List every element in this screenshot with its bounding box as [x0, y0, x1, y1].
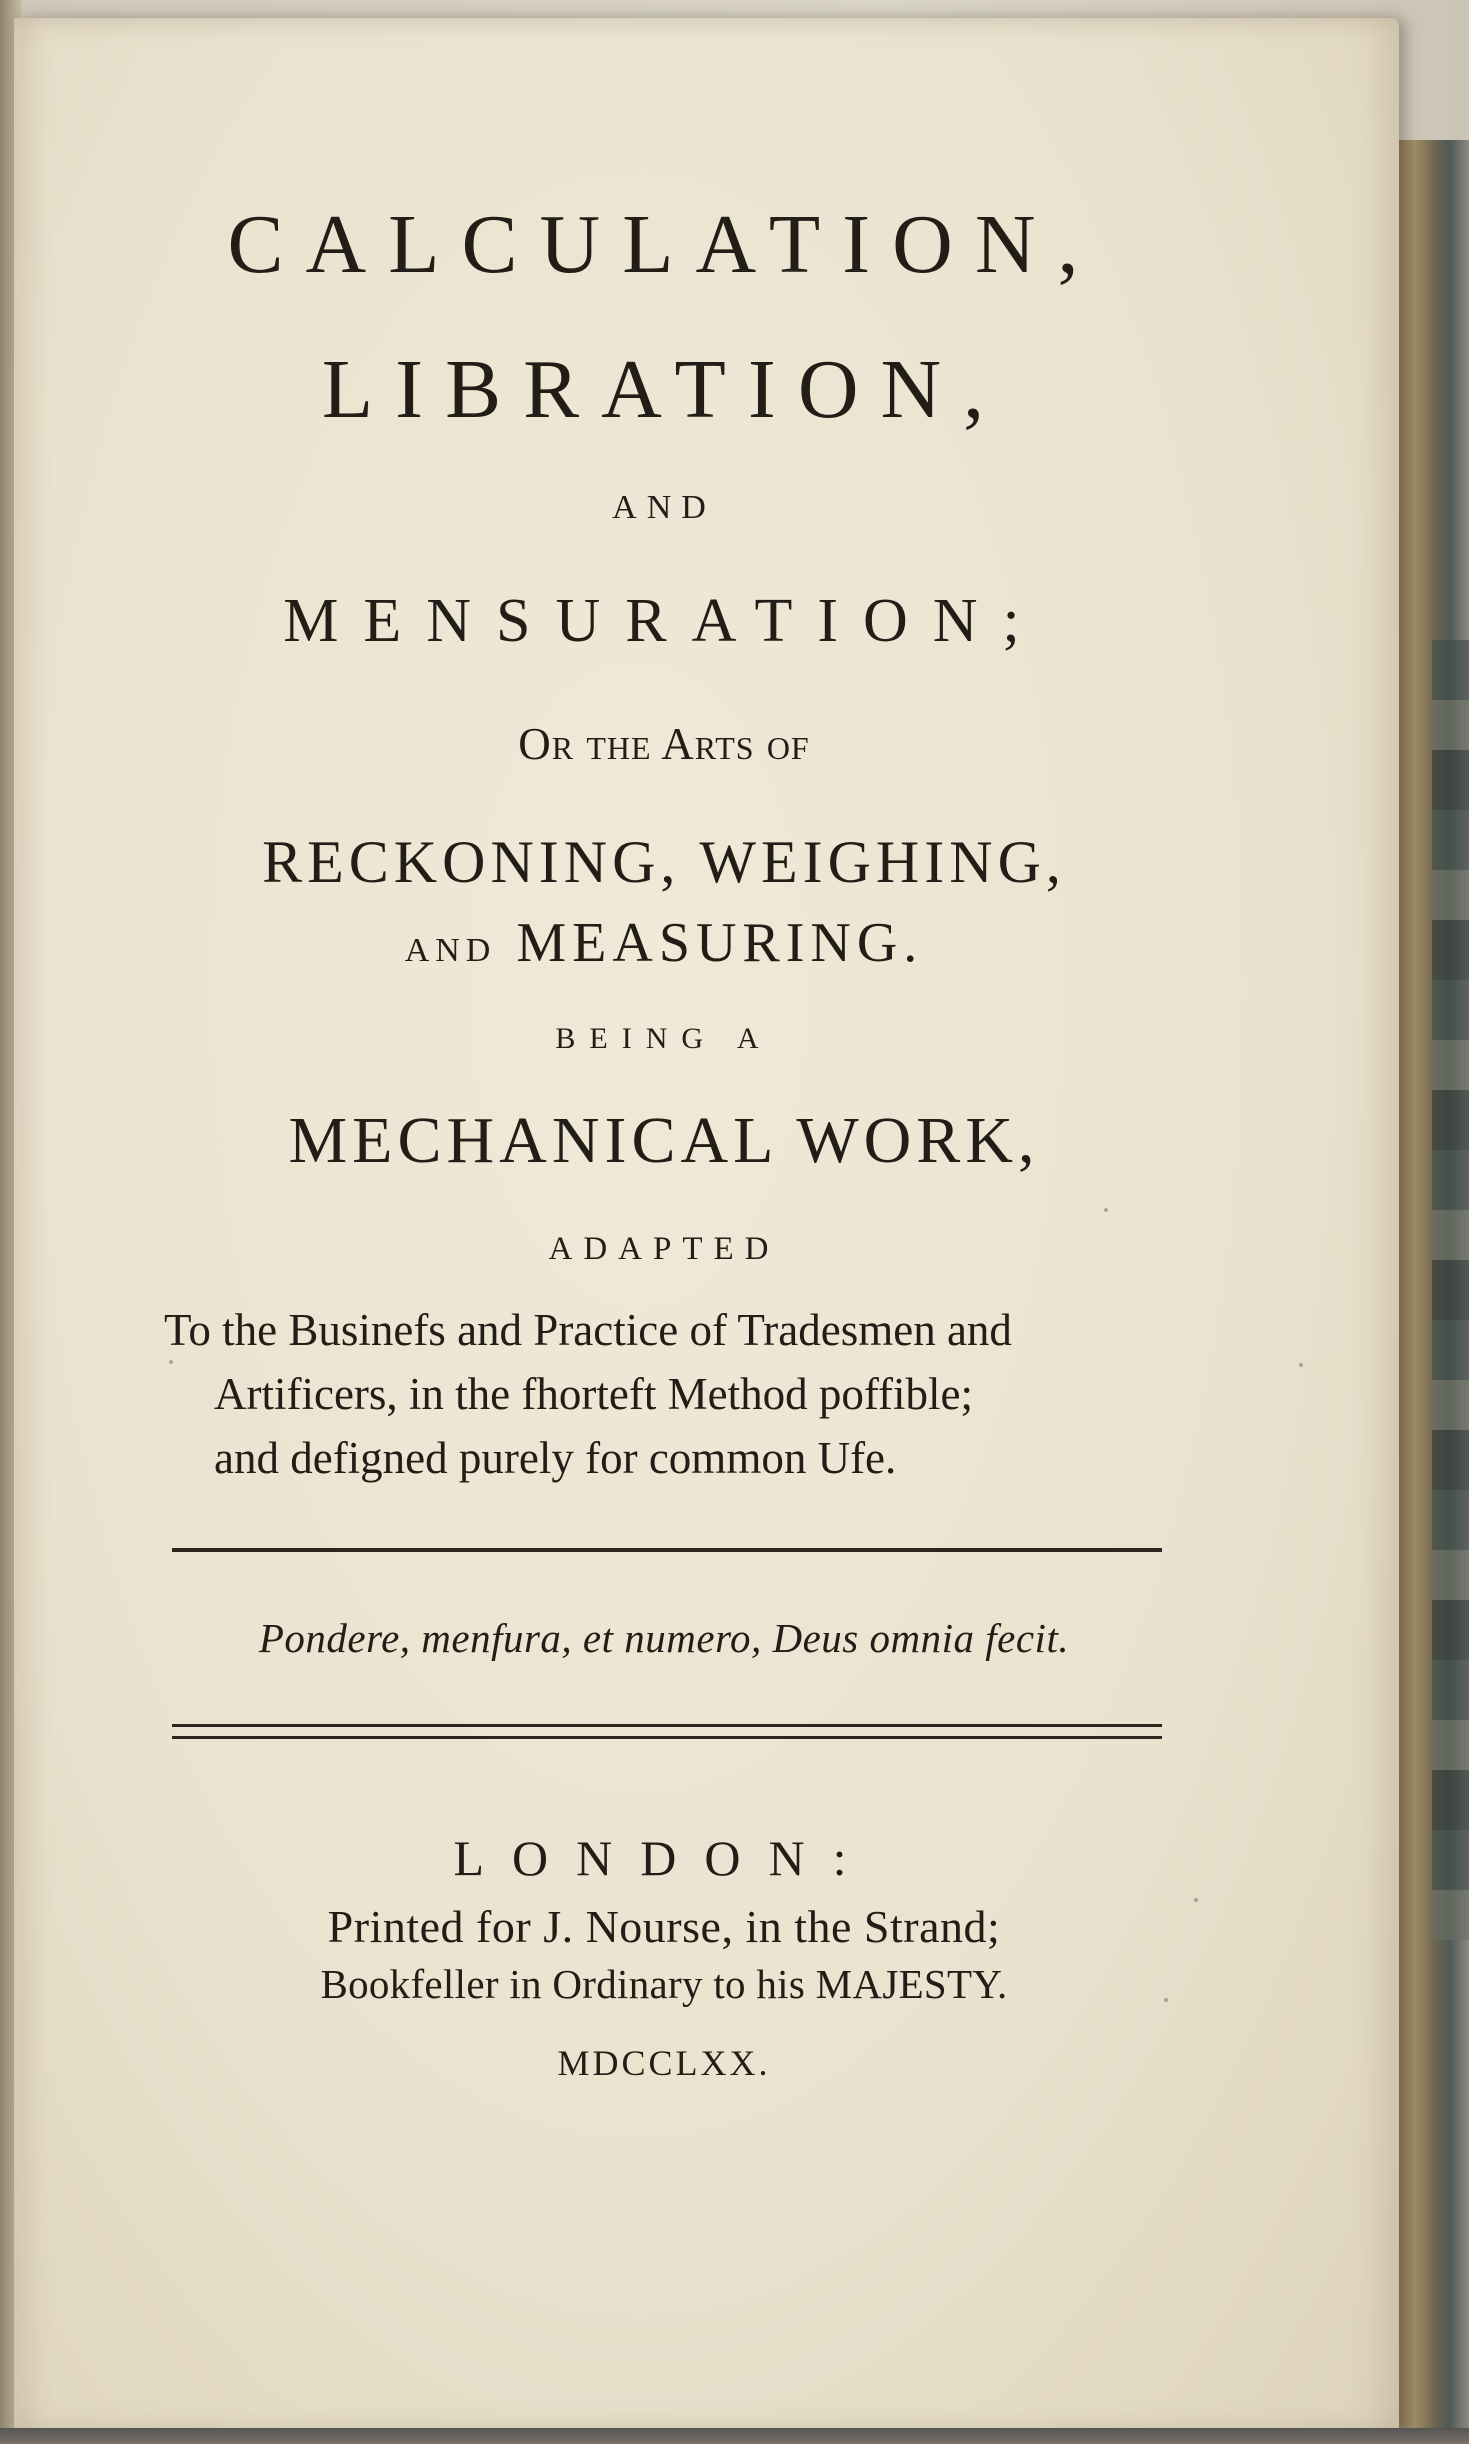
paper-speck [1299, 1363, 1303, 1367]
description-line-1: To the Businefs and Practice of Tradesmen and [164, 1305, 1012, 1355]
imprint-bookseller: Bookfeller in Ordinary to his MAJESTY. [320, 1961, 1008, 2007]
adapted: ADAPTED [548, 1231, 780, 1267]
rule-double-lower [172, 1736, 1162, 1739]
subtitle-measuring [164, 911, 1164, 975]
paper-speck [1194, 1898, 1198, 1902]
paper-speck [169, 1360, 173, 1364]
description-line-3: and defigned purely for common Ufe. [214, 1433, 897, 1483]
title-page [14, 18, 1399, 2433]
mechanical-work: MECHANICAL WORK, [288, 1104, 1040, 1177]
book-cover-edge [1392, 140, 1469, 2444]
motto: Pondere, menfura, et numero, Deus omnia fecit. [258, 1615, 1070, 1661]
title-line-calculation: CALCULATION, [227, 198, 1101, 291]
subtitle-arts: Or the Arts of [518, 719, 810, 769]
being-a: BEING A [555, 1022, 773, 1055]
subtitle-and: AND [404, 932, 497, 969]
subtitle-measuring-word: MEASURING. [516, 912, 924, 974]
rule-top [172, 1548, 1162, 1552]
rule-double-upper [172, 1724, 1162, 1727]
title-line-and: AND [612, 489, 716, 526]
title-block [14, 18, 1399, 2433]
paper-speck [1164, 1998, 1168, 2002]
title-line-libration: LIBRATION, [321, 343, 1007, 436]
imprint-printed: Printed for J. Nourse, in the Strand; [327, 1901, 1001, 1952]
subtitle-reckoning: RECKONING, WEIGHING, [262, 829, 1066, 895]
desk-edge [0, 2428, 1469, 2444]
imprint-year: MDCCLXX. [557, 2043, 771, 2083]
description-line-2: Artificers, in the fhorteft Method poffible; [214, 1369, 973, 1419]
title-line-mensuration: MENSURATION; [283, 587, 1045, 655]
imprint-city: LONDON: [453, 1830, 875, 1886]
paper-speck [1104, 1208, 1108, 1212]
